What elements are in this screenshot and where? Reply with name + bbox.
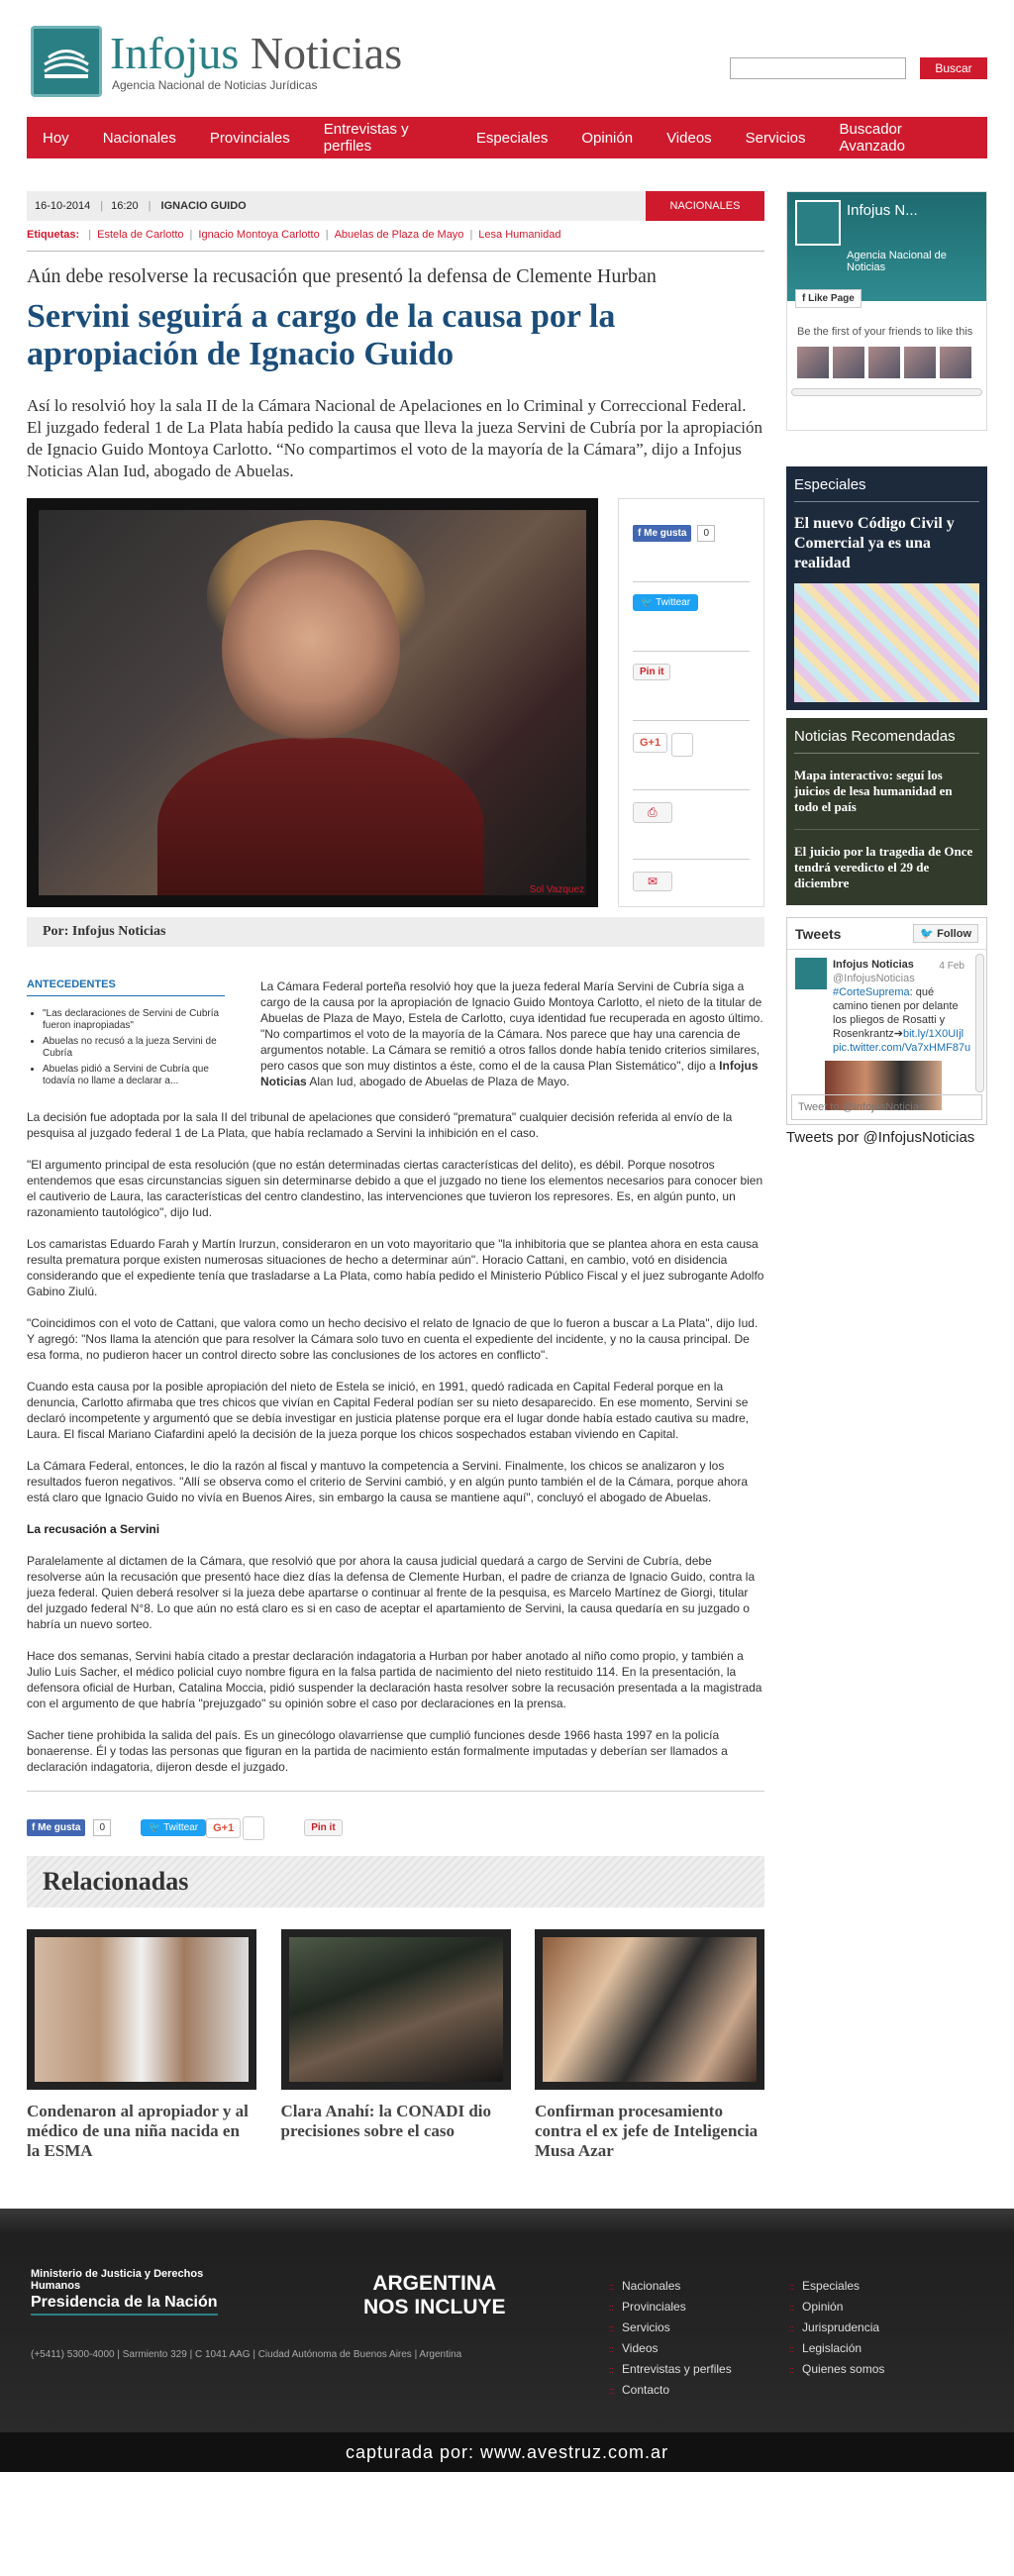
article-meta: 16-10-2014 | 16:20 | IGNACIO GUIDO NACIONALES xyxy=(27,191,764,221)
tag-link[interactable]: Ignacio Montoya Carlotto xyxy=(198,229,320,241)
footer-link[interactable]: :: Quienes somos xyxy=(789,2362,885,2376)
recomendadas-item[interactable]: Mapa interactivo: seguí los juicios de lesa humanidad en todo el país xyxy=(794,768,953,814)
especiales-item[interactable]: El nuevo Código Civil y Comercial ya es una realidad xyxy=(794,515,955,571)
related-image[interactable] xyxy=(281,1929,511,2090)
twitter-follow-label: Follow xyxy=(937,928,971,940)
facebook-page-widget xyxy=(786,191,987,431)
nav-item[interactable]: Buscador Avanzado xyxy=(839,121,905,155)
tag-list: Etiquetas: | Estela de Carlotto | Ignacio Montoya Carlotto | Abuelas de Plaza de Mayo | Lesa Humanidad xyxy=(27,229,764,252)
related-title[interactable]: Confirman procesamiento contra el ex jefe de Inteligencia Musa Azar xyxy=(535,2102,759,2160)
related-list xyxy=(27,1929,764,2161)
article-byline: Por: Infojus Noticias xyxy=(27,917,764,947)
tweet-handle[interactable]: @InfojusNoticias xyxy=(833,973,915,984)
site-subtitle: Agencia Nacional de Noticias Jurídicas xyxy=(112,78,318,92)
footer-link[interactable]: :: Opinión xyxy=(789,2300,844,2314)
recomendadas-title: Noticias Recomendadas xyxy=(794,728,979,754)
envelope-icon: ✉ xyxy=(648,875,659,888)
related-image[interactable] xyxy=(535,1929,764,2090)
site-logo[interactable] xyxy=(31,26,402,97)
tweet-link[interactable]: bit.ly/1X0UIjl xyxy=(902,1028,964,1040)
related-image[interactable] xyxy=(27,1929,256,2090)
pinterest-button[interactable]: Pin it xyxy=(633,664,670,680)
twitter-share-label: Twittear xyxy=(656,597,691,608)
article-paragraph: "Coincidimos con el voto de Cattani, que valora como un hecho decisivo el relato de Ignacio de que lo fueron a buscar a La Plata", dijo Iud. Y agregó: "Nos llama la atención que para resolver la Cámara solo tuvo en cuenta el expediente del incidente, y no la causa principal. De esa forma, no pudieron hacer un control directo sobre las conclusiones de los actores en conflicto". xyxy=(27,1316,759,1362)
article-paragraph: Paralelamente al dictamen de la Cámara, que resolvió que por ahora la causa judicial quedará a cargo de Servini de Cubría, debe resolverse aún la recusación que presentó hace diez días la defensa de Clemente Hurban, el padre de crianza de Ignacio Guido, contra la jueza federal. Quien deberá resolver si la jueza debe apartarse o continuar al frente de la pesquisa, es Marcelo Martínez de Giorgi, titular del juzgado federal N°8. Lo que aún no está claro es si en caso de aceptar el apartamiento de Servini, la causa quedaría en su juzgado o habría un nuevo sorteo. xyxy=(27,1554,756,1631)
twitter-icon: 🐦 xyxy=(149,1822,164,1833)
related-title[interactable]: Clara Anahí: la CONADI dio precisiones sobre el caso xyxy=(280,2102,492,2140)
site-header xyxy=(27,0,987,117)
article-paragraph: Los camaristas Eduardo Farah y Martín Irurzun, consideraron en un voto mayoritario que "la inhibitoria que se plantea ahora en esta causa resulta prematura porque existen numerosas situaciones de hecho a determinar aún". Horacio Cattani, en cambio, votó en disidencia considerando que el expediente tenía que trasladarse a La Plata, como había pedido el Ministerio Público Fiscal y el juez subrogante Adolfo Gabino Ziulú. xyxy=(27,1237,764,1298)
footer-link[interactable]: :: Especiales xyxy=(789,2279,861,2293)
share-panel xyxy=(618,498,764,907)
nav-item[interactable]: Provinciales xyxy=(209,129,290,147)
brand-infojus: Infojus xyxy=(110,28,240,78)
tweets-title: Tweets xyxy=(795,925,842,942)
related-title[interactable]: Condenaron al apropiador y al médico de una niña nacida en la ESMA xyxy=(27,2102,249,2160)
especiales-title: Especiales xyxy=(794,476,979,502)
article-column xyxy=(27,191,764,2161)
footer-link[interactable]: :: Legislación xyxy=(789,2341,862,2355)
article-kicker: Aún debe resolverse la recusación que presentó la defensa de Clemente Hurban xyxy=(27,265,657,287)
footer-link[interactable]: :: Jurisprudencia xyxy=(789,2320,880,2334)
tweet-author[interactable]: Infojus Noticias xyxy=(833,959,914,971)
footer-link[interactable]: :: Contacto xyxy=(609,2383,670,2397)
brand-noticias: Noticias xyxy=(250,28,403,78)
printer-icon: ⎙ xyxy=(648,805,658,819)
capture-credit: capturada por: www.avestruz.com.ar xyxy=(0,2432,1014,2472)
share-bar-bottom xyxy=(27,1791,764,1846)
article-lead: Así lo resolvió hoy la sala II de la Cámara Nacional de Apelaciones en lo Criminal y Correccional Federal. El juzgado federal 1 de La Plata había pedido la causa que lleva la jueza Servini de Cubría por la apropiación de Ignacio Guido Montoya Carlotto. “No compartimos el voto de la mayoría de la Cámara”, dijo a Infojus Noticias Alan Iud, abogado de Abuelas. xyxy=(27,396,762,480)
article-paragraph: La decisión fue adoptada por la sala II del tribunal de apelaciones que consideró "prematura" cualquier decisión referida al envío de la pesquisa al juzgado federal 1 de La Plata, que había reclamado a Servini la inhibición en el caso. xyxy=(27,1110,733,1140)
footer-links-1 xyxy=(609,2276,732,2401)
article-subhead: La recusación a Servini xyxy=(27,1522,160,1536)
facebook-page-name[interactable]: Infojus N... xyxy=(847,202,918,219)
facebook-page-avatar[interactable] xyxy=(795,200,841,246)
email-button[interactable] xyxy=(633,872,672,891)
related-card[interactable] xyxy=(535,1929,764,2161)
facebook-icon: f xyxy=(638,528,645,539)
article-time: 16:20 xyxy=(111,200,139,212)
tags-label: Etiquetas: xyxy=(27,229,80,241)
facebook-like-button[interactable] xyxy=(633,525,691,542)
footer-address: (+5411) 5300-4000 | Sarmiento 329 | C 1041 AAG | Ciudad Autónoma de Buenos Aires | Argentina xyxy=(31,2349,462,2360)
footer-presidencia[interactable]: Presidencia de la Nación xyxy=(31,2294,218,2316)
article-paragraph: Sacher tiene prohibida la salida del país. Es un ginecólogo olavarriense que cumplió funciones desde 1966 hasta 1997 en la policía bonaerense. Él y todas las personas que figuran en la partida de nacimiento están formalmente imputadas y deberían ser llamados a declaración indagatoria, dijeron desde el juzgado. xyxy=(27,1728,728,1774)
nav-item[interactable]: Opinión xyxy=(581,129,634,147)
article-paragraph: Cuando esta causa por la posible apropiación del nieto de Estela se inició, en 1991, quedó radicada en Capital Federal porque en la denuncia, Carlotto afirmaba que tres chicos que vivían en Capital Federal podían ser su nieto desaparecido. En ese momento, Servini se declaró incompetente y argumentó que se debía investigar en justicia platense porque era el lugar donde había estado cautiva su madre, Laura. El fiscal Mariano Ciafardini apeló la decisión de la jueza porque los chicos sospechados estaban viviendo en Capital. xyxy=(27,1380,750,1441)
footer-argentina-logo[interactable]: ARGENTINA NOS INCLUYE xyxy=(363,2272,506,2318)
facebook-like-label: Me gusta xyxy=(38,1822,81,1833)
facebook-like-page-button[interactable] xyxy=(795,289,862,308)
nav-item[interactable]: Nacionales xyxy=(102,129,176,147)
article-paragraph: La Cámara Federal, entonces, le dio la razón al fiscal y mantuvo la competencia a Servini. Finalmente, los chicos se analizaron y los resultados fueron negativos. "Allí se observa como el criterio de Servini cambió, y en algún punto también el de la Cámara, porque ahora está claro que Ignacio Guido no vivía en Buenos Aires, sin embargo la causa se mantiene aquí", concluyó el abogado de Abuelas. xyxy=(27,1459,748,1504)
facebook-friend-thumbs xyxy=(787,339,986,378)
facebook-like-count: 0 xyxy=(697,525,715,542)
facebook-cover[interactable] xyxy=(787,192,986,304)
twitter-icon: 🐦 xyxy=(641,597,657,608)
article-paragraph: "El argumento principal de esta resolución (que no están determinadas ciertas características del delito), es débil. Porque nosotros entendemos que esas circunstancias siguen sin determinarse debido a que el juzgado no tiene los elementos necesarios para conocer bien el cautiverio de Laura, las características del centro clandestino, las intervenciones que tuvieron los represores. Es, en algún punto, un razonamiento tautológico", dijo Iud. xyxy=(27,1158,763,1219)
site-footer xyxy=(0,2209,1014,2432)
tweets-by-link[interactable]: Tweets por @InfojusNoticias xyxy=(786,1129,975,1146)
especiales-box xyxy=(786,466,987,710)
tweet-text: : qué camino tienen por delante los pliegos de Rosatti y Rosenkrantz➔ xyxy=(833,986,959,1040)
twitter-widget-scrollbar[interactable] xyxy=(975,954,984,1092)
facebook-like-button-bottom[interactable] xyxy=(27,1819,85,1836)
twitter-icon: 🐦 xyxy=(920,928,938,940)
tweet-pic-link[interactable]: pic.twitter.com/Va7xHMF87u xyxy=(833,1042,971,1054)
pinterest-button-bottom[interactable]: Pin it xyxy=(304,1819,342,1836)
facebook-widget-scrollbar[interactable] xyxy=(791,388,982,396)
recomendadas-box xyxy=(786,718,987,905)
article-title: Servini seguirá a cargo de la causa por la apropiación de Ignacio Guido xyxy=(27,298,616,372)
footer-link[interactable]: :: Provinciales xyxy=(609,2300,686,2314)
antecedentes-box xyxy=(27,979,225,1091)
recomendadas-item[interactable]: El juicio por la tragedia de Once tendrá veredicto el 29 de diciembre xyxy=(794,829,979,891)
tweet-date[interactable]: 4 Feb xyxy=(939,961,964,972)
facebook-page-sub: Agencia Nacional de Noticias xyxy=(847,250,947,273)
footer-links-2 xyxy=(789,2276,884,2380)
facebook-like-page-label: Like Page xyxy=(808,293,855,304)
nav-item[interactable]: Entrevistas y perfiles xyxy=(323,121,409,155)
antecedente-link[interactable]: • "Las declaraciones de Servini de Cubría fueron inapropiadas" xyxy=(43,1008,225,1032)
footer-link[interactable]: :: Videos xyxy=(609,2341,659,2355)
antecedentes-title: ANTECEDENTES xyxy=(27,979,225,996)
search-button[interactable]: Buscar xyxy=(920,57,987,79)
facebook-icon: f xyxy=(32,1822,39,1833)
book-icon xyxy=(31,26,102,97)
google-plus-button-bottom[interactable]: G+1 xyxy=(206,1818,241,1838)
facebook-friends-text: Be the first of your friends to like this xyxy=(797,326,973,338)
facebook-icon: f xyxy=(802,293,809,304)
tweet-hashtag[interactable]: #CorteSuprema xyxy=(833,986,910,998)
footer-ministerio[interactable]: Ministerio de Justicia y Derechos Humanos xyxy=(31,2268,204,2292)
category-badge[interactable]: NACIONALES xyxy=(646,191,764,221)
footer-link[interactable]: :: Servicios xyxy=(609,2320,670,2334)
google-plus-button[interactable]: G+1 xyxy=(633,733,667,753)
facebook-like-label: Me gusta xyxy=(644,528,687,539)
twitter-share-button-bottom[interactable] xyxy=(141,1819,206,1836)
article-body xyxy=(27,1109,764,1775)
footer-link[interactable]: :: Nacionales xyxy=(609,2279,681,2293)
article-date: 16-10-2014 xyxy=(35,200,91,212)
article-author: IGNACIO GUIDO xyxy=(160,200,247,212)
main-nav xyxy=(27,117,987,158)
tag-link[interactable]: Abuelas de Plaza de Mayo xyxy=(334,229,464,241)
print-button[interactable] xyxy=(633,802,672,823)
footer-link[interactable]: :: Entrevistas y perfiles xyxy=(609,2362,732,2376)
tag-link[interactable]: Estela de Carlotto xyxy=(97,229,184,241)
related-card[interactable] xyxy=(27,1929,256,2161)
photo-credit: Sol Vazquez xyxy=(529,884,584,895)
article-paragraph: Hace dos semanas, Servini había citado a prestar declaración indagatoria a Hurban por haber anotado al niño como propio, y también a Julio Luis Sacher, el médico policial cuyo nombre figura en la falsa partida de nacimiento del nieto restituido 114. En la presentación, la defensora oficial de Hurban, Catalina Moccia, pidió suspender la declaración hasta resolver sobre la recusación presentada a la magistrada con el argumento de que habría "prejuzgado" su opinión sobre el caso por declaraciones en la prensa. xyxy=(27,1649,762,1710)
antecedente-link[interactable]: • Abuelas no recusó a la jueza Servini de Cubría xyxy=(43,1036,225,1060)
nav-item[interactable]: Servicios xyxy=(745,129,806,147)
related-card[interactable] xyxy=(281,1929,511,2161)
article-photo xyxy=(27,498,598,907)
tweet-avatar[interactable] xyxy=(795,958,827,989)
twitter-share-label: Twittear xyxy=(163,1822,199,1833)
nav-item[interactable]: Videos xyxy=(666,129,712,147)
twitter-share-button[interactable] xyxy=(633,594,698,611)
google-plus-count xyxy=(671,733,693,757)
search-input[interactable] xyxy=(730,57,906,79)
related-heading: Relacionadas xyxy=(27,1856,764,1907)
search-form xyxy=(730,57,987,79)
sidebar xyxy=(786,191,987,2161)
tweet xyxy=(787,950,986,1055)
nav-item[interactable]: Especiales xyxy=(475,129,549,147)
nav-item[interactable]: Hoy xyxy=(43,129,69,147)
twitter-follow-button[interactable] xyxy=(913,924,978,943)
antecedente-link[interactable]: • Abuelas pidió a Servini de Cubría que todavía no llame a declarar a... xyxy=(43,1064,225,1087)
facebook-like-count-bottom: 0 xyxy=(93,1819,111,1836)
tweet-to-input[interactable]: Tweet to @InfojusNoticias xyxy=(791,1094,982,1120)
twitter-widget xyxy=(786,917,987,1125)
tag-link[interactable]: Lesa Humanidad xyxy=(478,229,561,241)
google-plus-count-bottom xyxy=(243,1816,264,1840)
especiales-image[interactable] xyxy=(794,583,979,702)
article-first-paragraph: La Cámara Federal porteña resolvió hoy que la jueza federal María Servini de Cubría siga a cargo de la causa por la apropiación de Ignacio Guido Montoya Carlotto, el nieto de la titular de Abuelas de Plaza de Mayo, Estela de Carlotto, cuya identidad fue recuperada en agosto último. "No compartimos el voto de la mayoría de la Cámara. Nos parece que hay una carencia de argumentos notable. La Cámara se remitió a otros fallos donde había tenido criterios similares, pero casos que son muy distintos a éste, como el de la causa Plan Sistemático", dijo a Infojus Noticias Alan Iud, abogado de Abuelas de Plaza de Mayo. xyxy=(260,979,763,1088)
